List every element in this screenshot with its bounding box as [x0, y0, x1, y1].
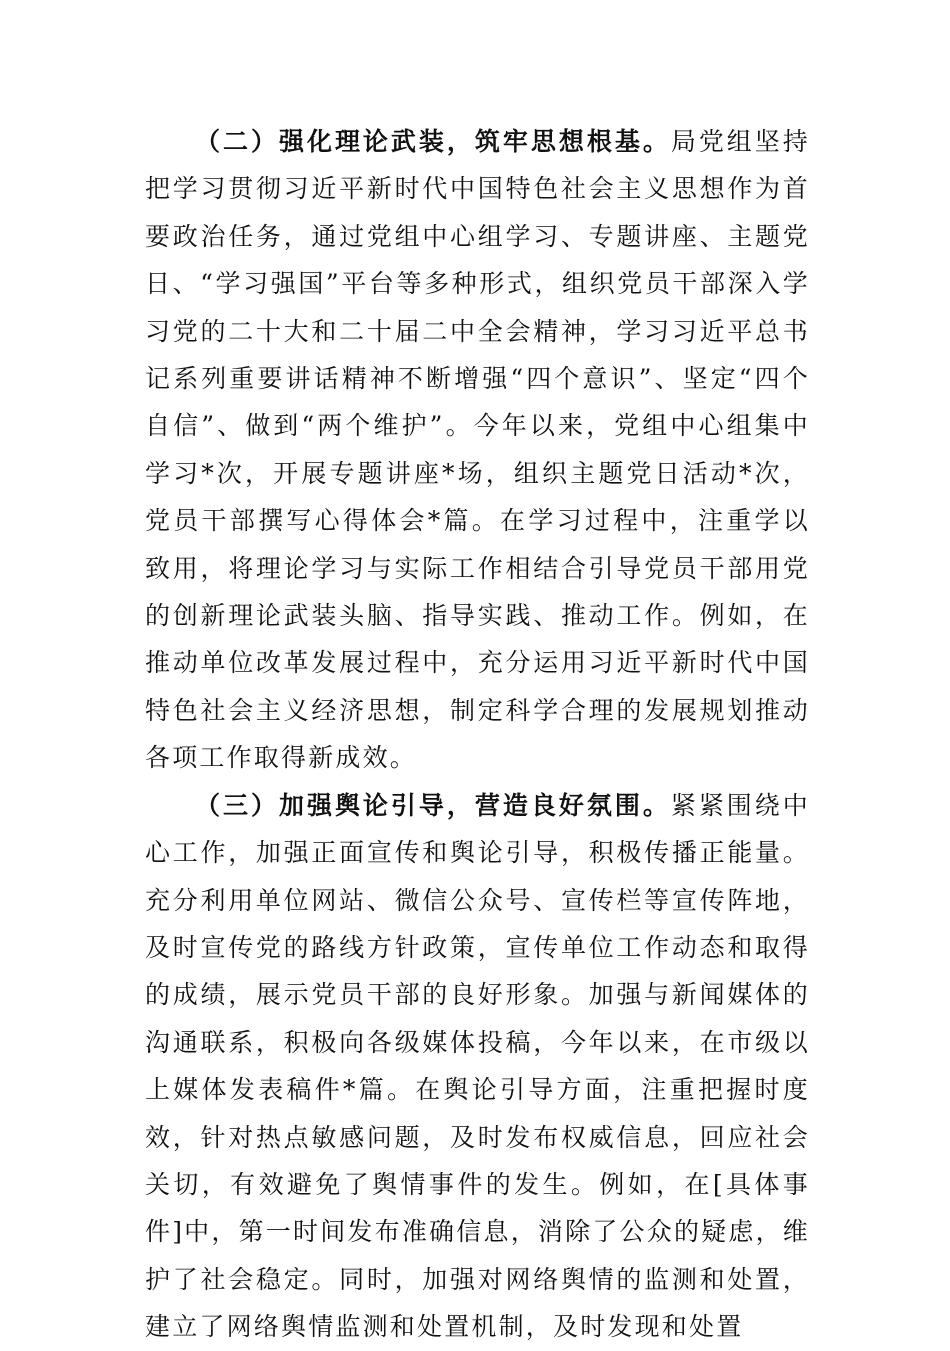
paragraph-theory-arming — [145, 118, 810, 782]
section-heading-three: （三）加强舆论引导，营造良好氛围。 — [195, 790, 671, 820]
paragraph-text: 局党组坚持把学习贯彻习近平新时代中国特色社会主义思想作为首要政治任务，通过党组中心组学习、专题讲座、主题党日、“学习强国”平台等多种形式，组织党员干部深入学习党的二十大和二十届二中全会精神，学习习近平总书记系列重要讲话精神不断增强“四个意识”、坚定“四个自信”、做到“两个维护”。今年以来，党组中心组集中学习*次，开展专题讲座*场，组织主题党日活动*次，党员干部撰写心得体会*篇。在学习过程中，注重学以致用，将理论学习与实际工作相结合引导党员干部用党的创新理论武装头脑、指导实践、推动工作。例如，在推动单位改革发展过程中，充分运用习近平新时代中国特色社会主义经济思想，制定科学合理的发展规划推动各项工作取得新成效。 — [145, 127, 810, 773]
paragraph-text: 紧紧围绕中心工作，加强正面宣传和舆论引导，积极传播正能量。充分利用单位网站、微信公众号、宣传栏等宣传阵地，及时宣传党的路线方针政策，宣传单位工作动态和取得的成绩，展示党员干部的良好形象。加强与新闻媒体的沟通联系，积极向各级媒体投稿，今年以来，在市级以上媒体发表稿件*篇。在舆论引导方面，注重把握时度效，针对热点敏感问题，及时发布权威信息，回应社会关切，有效避免了舆情事件的发生。例如，在[具体事件]中，第一时间发布准确信息，消除了公众的疑虑，维护了社会稳定。同时，加强对网络舆情的监测和处置，建立了网络舆情监测和处置机制，及时发现和处置 — [145, 790, 810, 1342]
paragraph-public-opinion — [145, 782, 810, 1351]
section-heading-two: （二）强化理论武装，筑牢思想根基。 — [195, 127, 671, 156]
document-body — [145, 118, 810, 1351]
